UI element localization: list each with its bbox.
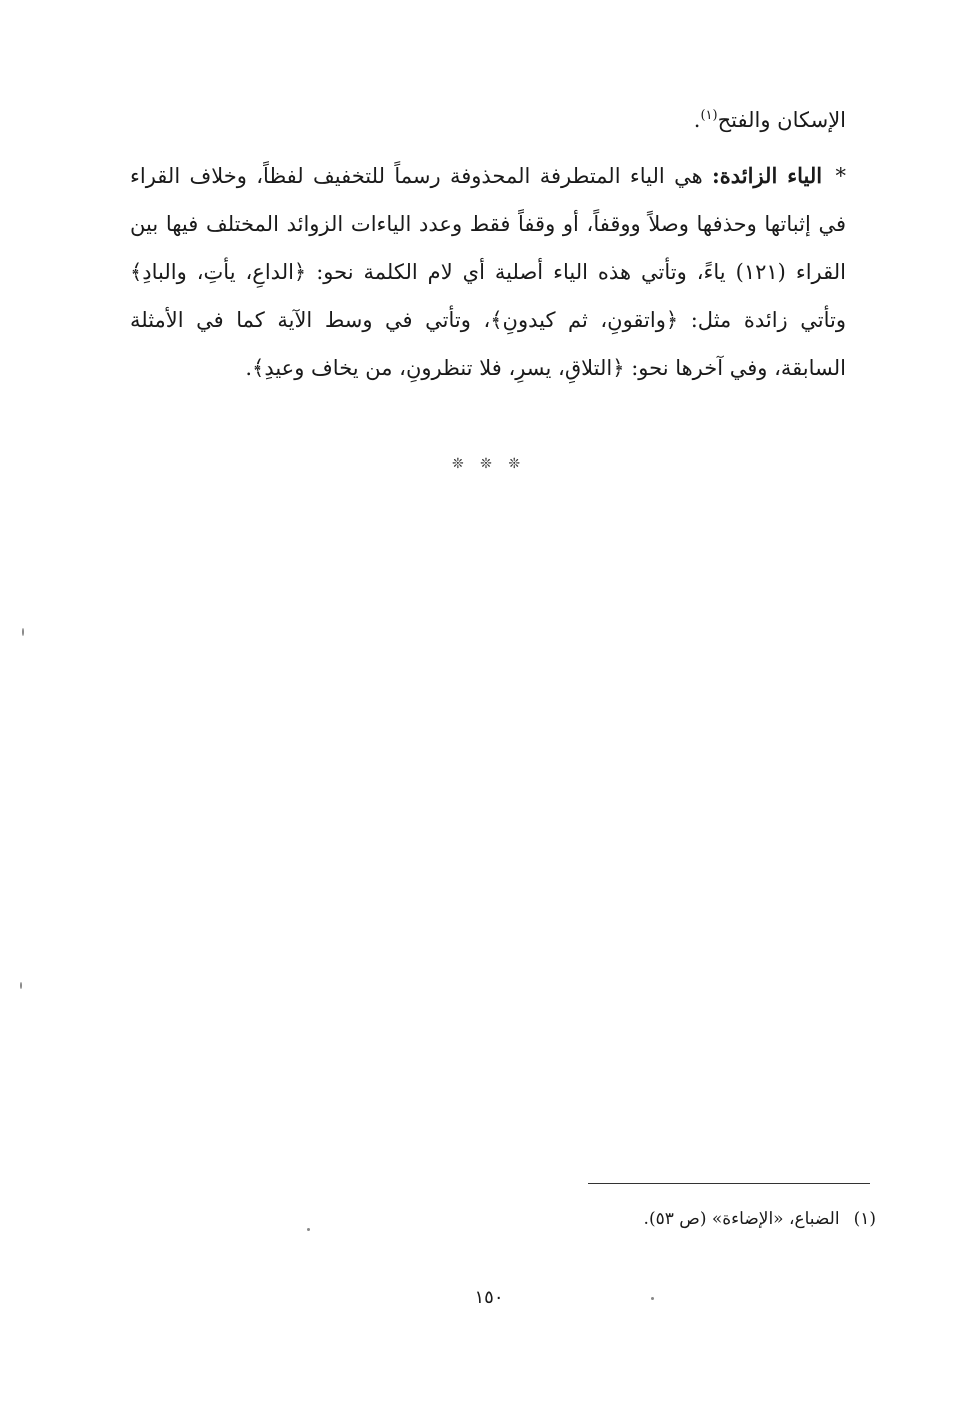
scan-speck [651, 1297, 654, 1300]
footnote-text: الضباع، «الإضاءة» (ص ٥٣). [643, 1209, 840, 1229]
footnote-reference[interactable]: (١) [700, 108, 718, 123]
carry-line-text: الإسكان والفتح [717, 108, 846, 132]
paragraph-text: هي الياء المتطرفة المحذوفة رسماً للتخفيف لفظاً، وخلاف القراء في إثباتها وحذفها وصلاً ووقفاً، أو وقفاً فقط وعدد الياءات الزوائد المختلف فيها بين القراء (١٢١) ياءً، وتأتي هذه الياء أصلية أي لام الكلمة نحو: ﴿الداعِ، يأتِ، والبادِ﴾ وتأتي زائدة مثل: ﴿واتقونِ، ثم كيدونِ﴾، وتأتي في وسط الآية كما في الأمثلة السابقة، وفي آخرها نحو: ﴿التلاقِ، يسرِ، فلا تنظرونِ، من يخاف وعيدِ﴾. [130, 164, 846, 380]
defined-term: الياء الزائدة: [712, 163, 823, 188]
asterisk-bullet-icon: * [835, 164, 846, 188]
scan-speck [307, 1228, 310, 1231]
footnote-divider [588, 1183, 870, 1184]
section-separator: ❊ ❊ ❊ [451, 456, 527, 472]
carry-over-line [130, 96, 846, 144]
footnote-item [400, 1205, 876, 1233]
carry-line-period: . [693, 108, 701, 132]
footnote-number: (١) [853, 1209, 876, 1229]
scan-speck [20, 982, 22, 989]
scan-speck [22, 628, 24, 636]
definition-paragraph [130, 152, 846, 392]
page-number: ١٥٠ [474, 1287, 504, 1308]
